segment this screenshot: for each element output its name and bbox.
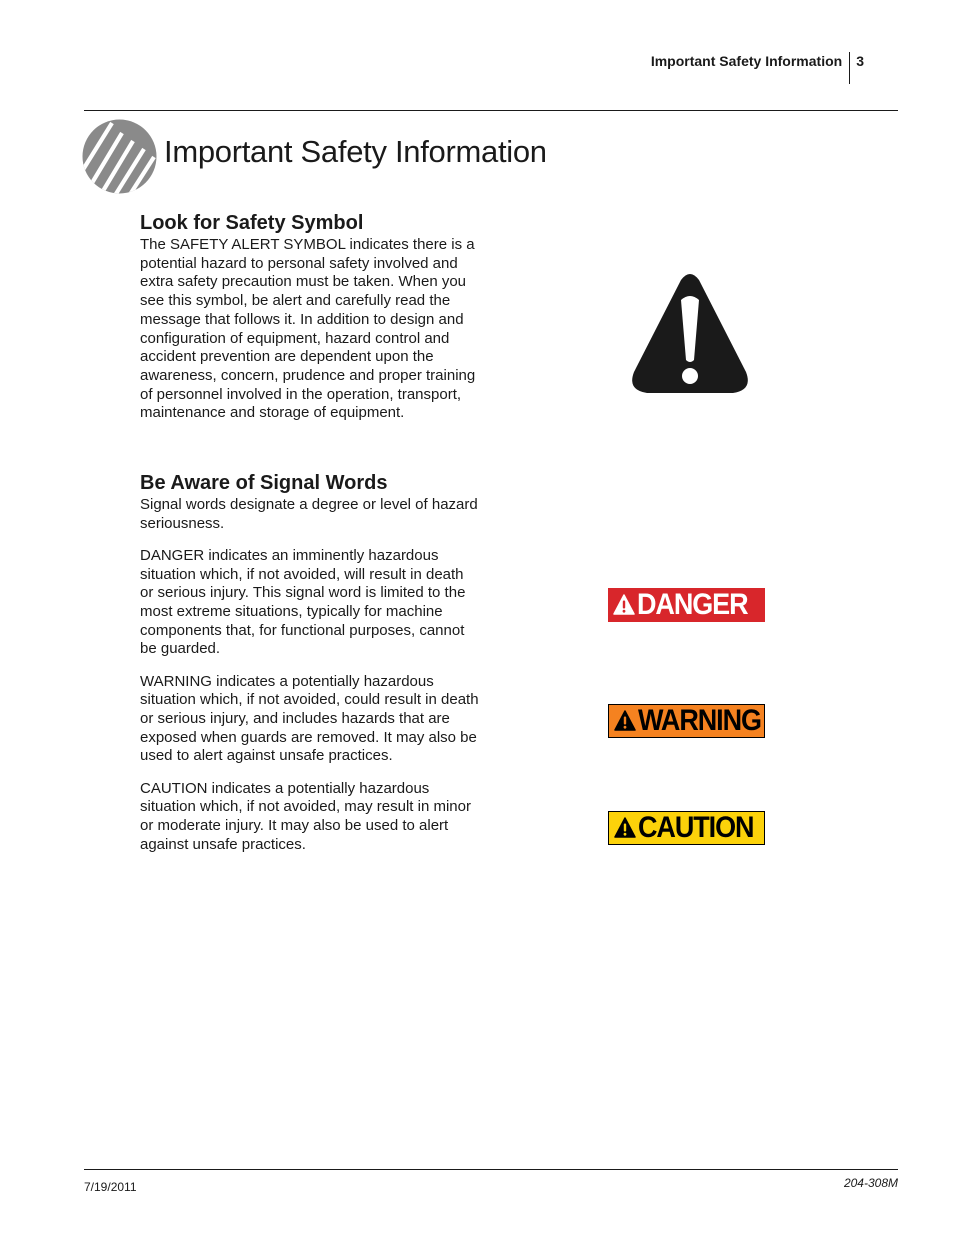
section-heading: Be Aware of Signal Words: [140, 472, 388, 494]
footer-rule: [84, 1169, 898, 1170]
paragraph: WARNING indicates a potentially hazardous situation which, if not avoided, could result in death or serious injury, and includes hazards that are exposed when guards are removed. It may also be used to alert against unsafe practices.: [140, 672, 479, 765]
paragraph: DANGER indicates an imminently hazardous situation which, if not avoided, will result in death or serious injury. This signal word is limited to the most extreme situations, typically for machine components that, for functional purposes, cannot be guarded.: [140, 546, 466, 658]
document-number: 204-308M: [843, 1176, 898, 1190]
header-rule: [84, 110, 898, 111]
great-plains-field-logo-icon: [82, 119, 157, 194]
running-title: Important Safety Information: [650, 53, 843, 69]
caution-signal-label: [608, 811, 765, 845]
section-be-aware-of-signal-words: [140, 470, 480, 854]
caution-alert-icon: [614, 817, 636, 839]
warning-alert-icon: [614, 710, 636, 732]
danger-signal-label: [608, 588, 765, 622]
warning-signal-label: [608, 704, 765, 738]
caution-word: CAUTION: [638, 811, 754, 844]
paragraph: The SAFETY ALERT SYMBOL indicates there is a potential hazard to personal safety involved and extra safety precaution must be taken. When you see this symbol, be alert and carefully read the message that follows it. In addition to design and configuration of equipment, hazard control and accident prevention are dependent upon the awareness, concern, prudence and proper training of personnel involved in the operation, transport, maintenance and storage of equipment.: [140, 236, 476, 422]
section-look-for-safety-symbol: [140, 210, 480, 423]
paragraph: Signal words designate a degree or level of hazard seriousness.: [140, 496, 478, 532]
danger-word: DANGER: [637, 588, 748, 621]
section-heading: Look for Safety Symbol: [140, 212, 364, 234]
warning-word: WARNING: [638, 704, 761, 737]
header-divider: [849, 52, 850, 84]
safety-alert-symbol-icon: [631, 272, 749, 400]
danger-alert-icon: [613, 594, 635, 616]
paragraph: CAUTION indicates a potentially hazardous situation which, if not avoided, may result in minor or moderate injury. It may also be used to alert against unsafe practices.: [140, 779, 471, 853]
footer-date: 7/19/2011: [84, 1180, 137, 1194]
chapter-title: Important Safety Information: [164, 134, 547, 169]
running-header: [651, 52, 864, 84]
page-number: 3: [856, 53, 864, 69]
